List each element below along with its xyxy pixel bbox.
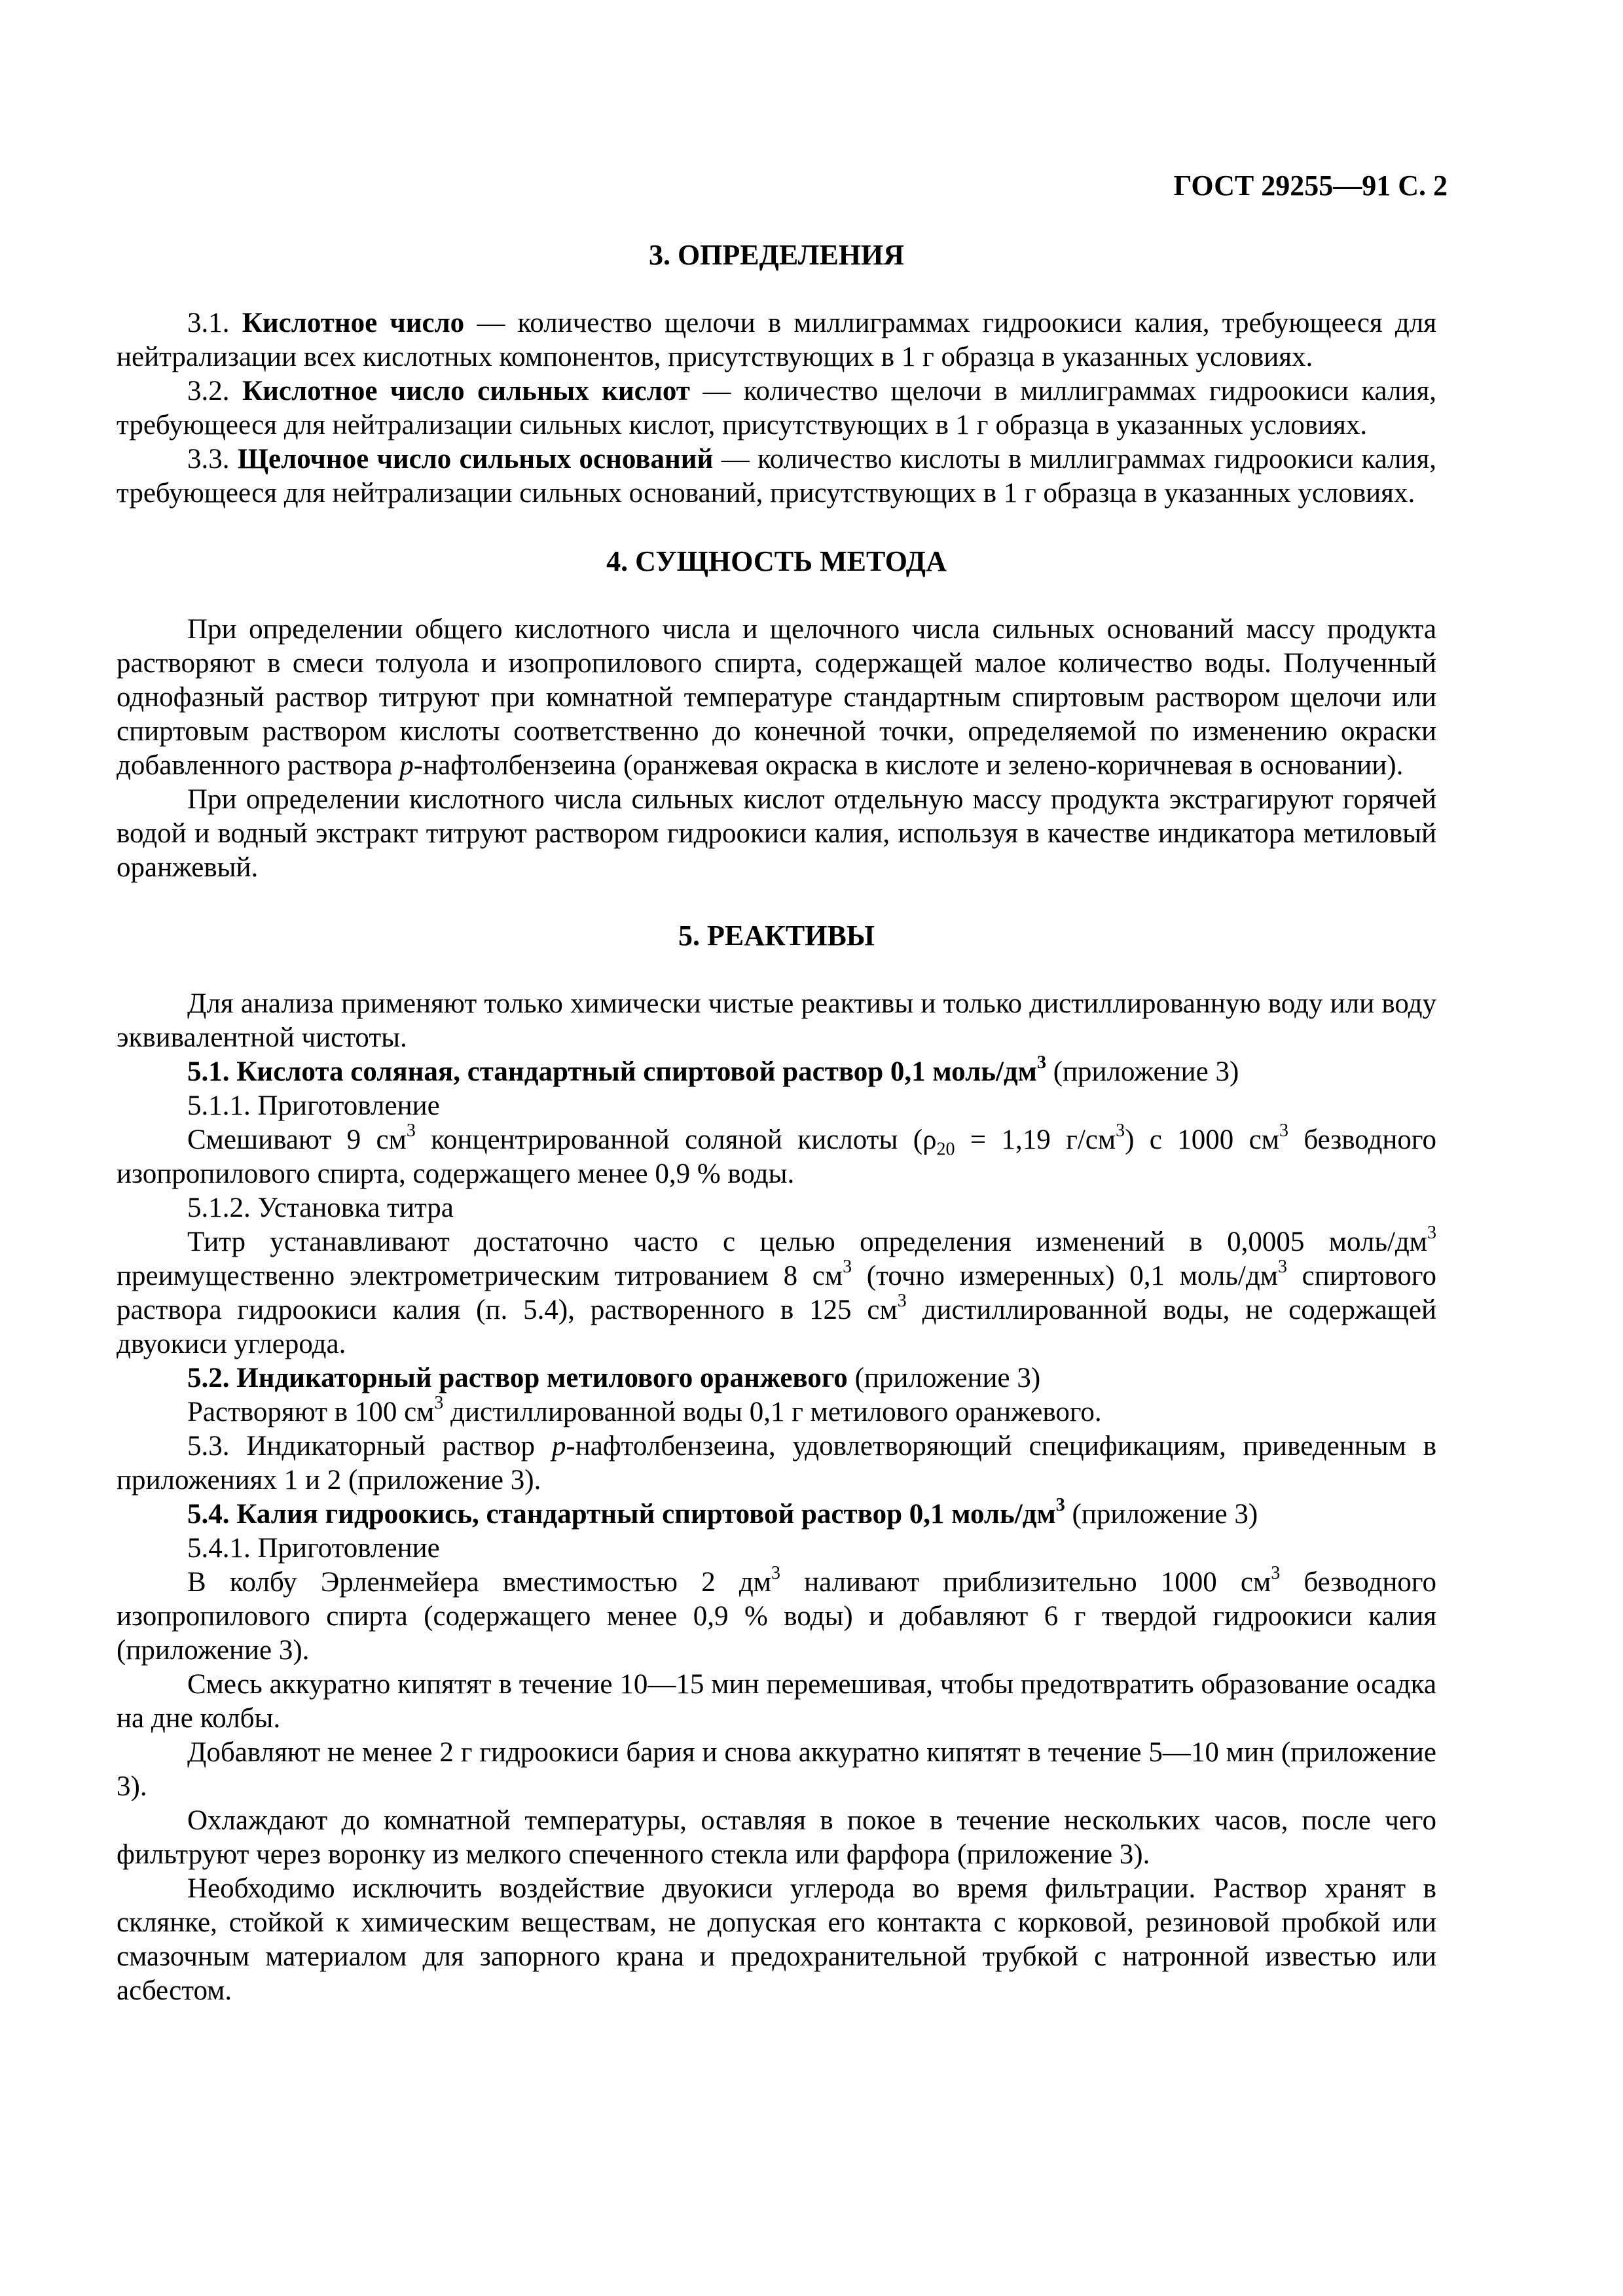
superscript: 3	[1116, 1120, 1125, 1141]
clause-5-3	[117, 1429, 1436, 1498]
section-4-title: 4. СУЩНОСТЬ МЕТОДА	[606, 545, 947, 577]
text-run: безводного изопропилового спирта (содержащего менее 0,9 % воды) и добавляют 6 г твердой гидроокиси калия (приложение 3).	[117, 1567, 1437, 1666]
definition-text: — количество щелочи в миллиграммах гидроокиси калия, требующееся для нейтрализации всех кислотных компонентов, присутствующих в 1 г образца в указанных условиях.	[117, 308, 1437, 372]
clause-5-1-2-text	[117, 1222, 1436, 1361]
definition-3-3	[117, 442, 1436, 511]
clause-number: 5.1.	[187, 1056, 230, 1087]
superscript: 3	[771, 1562, 780, 1583]
text-run: преимущественно электрометрическим титрованием 8 см	[117, 1261, 843, 1291]
superscript: 3	[1279, 1120, 1288, 1141]
definition-term: Кислотное число сильных кислот	[242, 376, 690, 406]
text-run: безводного изопропилового спирта, содержащего менее 0,9 % воды.	[117, 1124, 1436, 1189]
superscript: 3	[1036, 1052, 1046, 1073]
superscript: 3	[843, 1256, 852, 1277]
text-run: концентрированной соляной кислоты (ρ	[415, 1124, 937, 1155]
text-run: Смешивают 9 см	[187, 1124, 407, 1155]
definition-term: Кислотное число	[242, 308, 465, 338]
subscript: 20	[936, 1139, 955, 1160]
clause-5-1-1: 5.1.1. Приготовление	[187, 1090, 440, 1121]
clause-5-1-1-text	[117, 1120, 1436, 1191]
clause-number: 3.1.	[187, 308, 230, 338]
text-run: -нафтолбензеина (оранжевая окраска в кислоте и зелено-коричневая в основании).	[413, 750, 1404, 781]
definition-3-1	[117, 306, 1436, 374]
clause-number: 5.2.	[187, 1363, 230, 1393]
text-run: В колбу Эрленмейера вместимостью 2 дм	[187, 1567, 771, 1598]
definition-term: Щелочное число сильных оснований	[237, 444, 714, 475]
superscript: 3	[1277, 1256, 1287, 1277]
clause-5-4-1-text	[117, 1562, 1437, 1668]
text-run: ) с 1000 см	[1125, 1124, 1279, 1155]
clause-5-4	[117, 1494, 1436, 1532]
clause-5-1	[117, 1052, 1436, 1089]
clause-number: 5.4.	[187, 1499, 230, 1530]
cooling-paragraph: Охлаждают до комнатной температуры, оставляя в покое в течение нескольких часов, после чего фильтруют через воронку из мелкого спеченного стекла или фарфора (приложение 3).	[117, 1805, 1436, 1870]
definition-3-2	[117, 374, 1436, 442]
mixing-paragraph: Смесь аккуратно кипятят в течение 10—15 мин перемешивая, чтобы предотвратить образование осадка на дне колбы.	[117, 1669, 1436, 1734]
text-run: 5.3. Индикаторный раствор	[187, 1431, 552, 1462]
clause-5-4-1: 5.4.1. Приготовление	[187, 1533, 440, 1564]
text-run: Титр устанавливают достаточно часто с целью определения изменений в 0,0005 моль/дм	[187, 1227, 1427, 1257]
italic-p: p	[399, 750, 414, 781]
text-run: = 1,19 г/см	[955, 1124, 1116, 1155]
superscript: 3	[1427, 1222, 1436, 1243]
clause-number: 3.2.	[187, 376, 230, 406]
clause-term: Калия гидроокись, стандартный спиртовой раствор 0,1 моль/дм	[236, 1499, 1056, 1530]
clause-5-2	[117, 1361, 1436, 1395]
clause-term: Индикаторный раствор метилового оранжевого	[236, 1363, 848, 1393]
text-run: наливают приблизительно 1000 см	[780, 1567, 1271, 1598]
clause-5-2-text	[117, 1392, 1436, 1429]
barium-paragraph: Добавляют не менее 2 г гидроокиси бария и снова аккуратно кипятят в течение 5—10 мин (приложение 3).	[117, 1737, 1436, 1802]
text-run: дистиллированной воды, не содержащей двуокиси углерода.	[117, 1295, 1436, 1359]
section-5-title: 5. РЕАКТИВЫ	[678, 920, 875, 952]
clause-tail: (приложение 3)	[1072, 1499, 1258, 1530]
document-body	[117, 237, 1436, 2008]
text-run: При определении общего кислотного числа и щелочного числа сильных оснований массу продукта растворяют в смеси толуола и изопропилового спирта, содержащей малое количество воды. Полученный однофазный раствор титруют при комнатной температуре стандартным спиртовым раствором щелочи или спиртовым раствором кислоты соответственно до конечной точки, определяемой по изменению окраски добавленного раствора	[117, 614, 1436, 781]
clause-tail: (приложение 3)	[854, 1363, 1041, 1393]
reagents-intro: Для анализа применяют только химически чистые реактивы и только дистиллированную воду или воду эквивалентной чистоты.	[117, 988, 1436, 1053]
superscript: 3	[1055, 1494, 1065, 1515]
italic-p: p	[551, 1431, 566, 1462]
clause-number: 3.3.	[187, 444, 230, 475]
section-3-title: 3. ОПРЕДЕЛЕНИЯ	[648, 239, 905, 271]
superscript: 3	[897, 1290, 907, 1311]
text-run: -нафтолбензеина, удовлетворяющий спецификациям, приведенным в приложениях 1 и 2 (приложение 3).	[117, 1431, 1437, 1496]
superscript: 3	[434, 1392, 444, 1413]
clause-term: Кислота соляная, стандартный спиртовой раствор 0,1 моль/дм	[236, 1056, 1037, 1087]
text-run: дистиллированной воды 0,1 г метилового оранжевого.	[443, 1397, 1102, 1427]
text-run: (точно измеренных) 0,1 моль/дм	[852, 1261, 1278, 1291]
method-paragraph-1	[117, 613, 1436, 783]
storage-paragraph: Необходимо исключить воздействие двуокиси углерода во время фильтрации. Раствор хранят в склянке, стойкой к химическим веществам, не допуская его контакта с корковой, резиновой пробкой или смазочным материалом для запорного крана и предохранительной трубкой с натронной известью или асбестом.	[117, 1873, 1436, 2006]
superscript: 3	[1271, 1562, 1281, 1583]
page-header: ГОСТ 29255—91 С. 2	[1173, 170, 1448, 202]
definition-text: — количество кислоты в миллиграммах гидроокиси калия, требующееся для нейтрализации сильных оснований, присутствующих в 1 г образца в указанных условиях.	[117, 444, 1437, 509]
clause-tail: (приложение 3)	[1053, 1056, 1239, 1087]
clause-5-1-2: 5.1.2. Установка титра	[187, 1193, 454, 1223]
definition-text: — количество щелочи в миллиграммах гидроокиси калия, требующееся для нейтрализации сильных кислот, присутствующих в 1 г образца в указанных условиях.	[117, 376, 1437, 440]
text-run: спиртового раствора гидроокиси калия (п. 5.4), растворенного в 125 см	[117, 1261, 1436, 1325]
text-run: Растворяют в 100 см	[187, 1397, 435, 1427]
superscript: 3	[406, 1120, 416, 1141]
method-paragraph-2: При определении кислотного числа сильных кислот отдельную массу продукта экстрагируют горячей водой и водный экстракт титруют раствором гидроокиси калия, используя в качестве индикатора метиловый оранжевый.	[117, 784, 1436, 883]
